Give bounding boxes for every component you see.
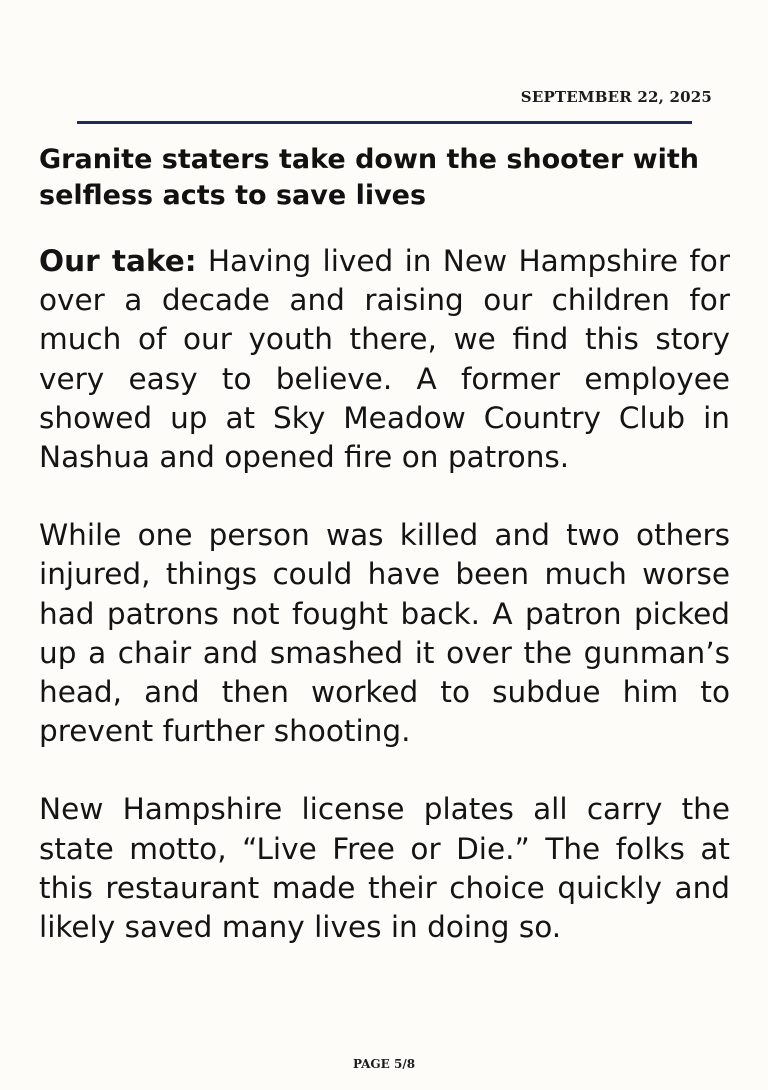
- page-number: PAGE 5/8: [352, 1057, 416, 1071]
- header-divider: [77, 121, 692, 124]
- our-take-label: Our take:: [39, 244, 197, 278]
- article-paragraph-1-text: Having lived in New Hampshire for over a decade and raising our children for much of our youth there, we find this story very easy to believe. A former employee showed up at Sky Meadow Country Club in Nashua and opened fire on patrons.: [39, 244, 730, 475]
- article-paragraph-2: While one person was killed and two others injured, things could have been much worse had patrons not fought back. A patron picked up a chair and smashed it over the gunman’s head, and then worked to subdue him to prevent further shooting.: [39, 518, 730, 749]
- publication-date: SEPTEMBER 22, 2025: [520, 88, 712, 106]
- article-body: [39, 242, 730, 986]
- article-headline: Granite staters take down the shooter with selfless acts to save lives: [39, 144, 699, 211]
- article-paragraph-3: New Hampshire license plates all carry the state motto, “Live Free or Die.” The folks at this restaurant made their choice quickly and likely saved many lives in doing so.: [39, 792, 730, 945]
- article-paragraph-1: [39, 242, 730, 477]
